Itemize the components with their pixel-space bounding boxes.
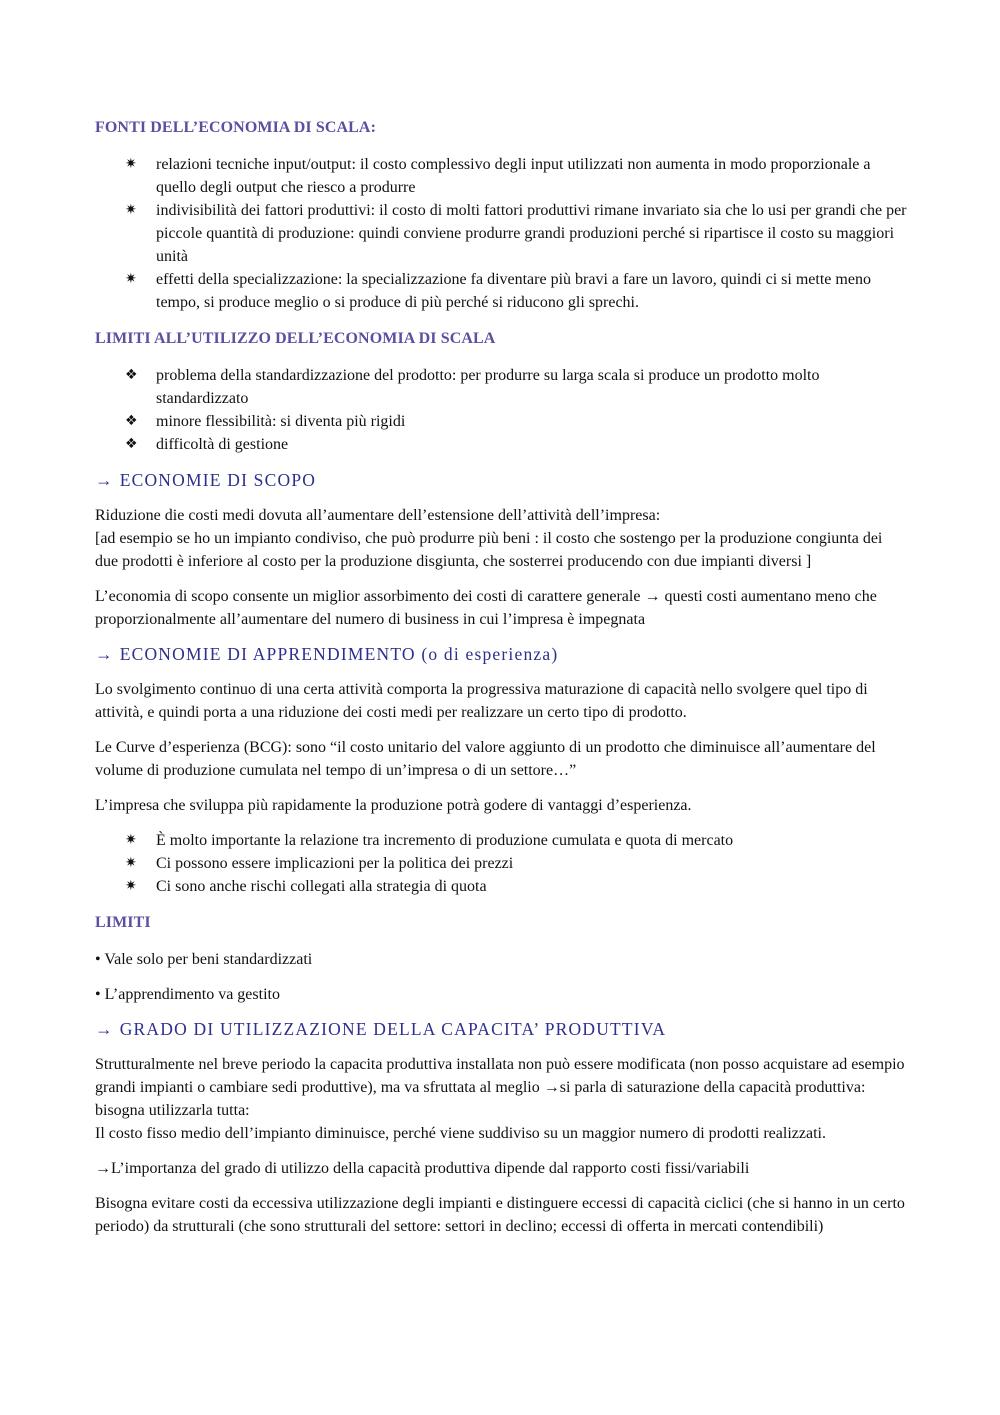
list-item-text: indivisibilità dei fattori produttivi: il costo di molti fattori produttivi rimane invariato sia che lo usi per grandi che per piccole quantità di produzione: quindi conviene produrre grandi produzioni perché si ripartisce il costo su maggiori unità [156,202,907,265]
heading-text: ECONOMIE DI APPRENDIMENTO (o di esperienza) [119,644,559,664]
arrow-right-icon: → [543,1079,560,1096]
paragraph: • L’apprendimento va gestito [95,986,280,1003]
diamond-bullet-icon: ❖ [125,436,138,452]
document-page [95,116,907,1250]
paragraph-text: L’economia di scopo consente un miglior assorbimento dei costi di carattere generale [95,588,641,605]
paragraph: Le Curve d’esperienza (BCG): sono “il costo unitario del valore aggiunto di un prodotto che diminuisce all’aumentare del volume di produzione cumulata nel tempo di un’impresa o di un settore…” [95,739,876,779]
list-item [95,199,907,268]
list-item [95,875,907,898]
star-bullet-icon: ✷ [125,878,137,894]
star-bullet-icon: ✷ [125,156,137,172]
star-bullet-icon: ✷ [125,855,137,871]
list-item [95,433,907,456]
paragraph-line: [ad esempio se ho un impianto condiviso, che può produrre più beni : il costo che sostengo per la produzione congiunta dei due prodotti è inferiore al costo per la produzione disgiunta, che sosterrei producendo con due impianti diversi ] [95,530,883,570]
heading-text: ECONOMIE DI SCOPO [119,470,317,490]
arrow-right-icon: → [95,1019,114,1039]
list-item-text: relazioni tecniche input/output: il costo complessivo degli input utilizzati non aumenta in modo proporzionale a quello degli output che riesco a produrre [156,156,871,196]
list-item [95,829,907,852]
arrow-right-icon: → [95,470,114,490]
heading-grado-utilizzazione [95,1018,907,1041]
list-item-text: problema della standardizzazione del prodotto: per produrre su larga scala si produce un prodotto molto standardizzato [156,367,820,407]
list-item-text: difficoltà di gestione [156,436,289,453]
list-item-text: minore flessibilità: si diventa più rigidi [156,413,406,430]
paragraph-text: Strutturalmente nel breve periodo la capacita produttiva installata non può essere modificata (non posso acquistare ad esempio grandi impianti o cambiare sedi produttive), ma va sfruttata al meglio [95,1056,905,1096]
star-bullet-icon: ✷ [125,202,137,218]
diamond-bullet-icon: ❖ [125,367,138,383]
arrow-right-icon: → [644,588,661,605]
list-item [95,364,907,410]
star-bullet-icon: ✷ [125,271,137,287]
list-item-text: Ci sono anche rischi collegati alla strategia di quota [156,878,487,895]
list-item [95,153,907,199]
heading-economie-scopo [95,469,907,492]
paragraph: Lo svolgimento continuo di una certa attività comporta la progressiva maturazione di capacità nello svolgere quel tipo di attività, e quindi porta a una riduzione dei costi medi per realizzare un certo tipo di prodotto. [95,681,868,721]
list-fonti [95,153,907,314]
diamond-bullet-icon: ❖ [125,413,138,429]
paragraph [95,1053,907,1145]
paragraph: • Vale solo per beni standardizzati [95,951,313,968]
list-apprendimento [95,829,907,898]
paragraph-text: si parla di saturazione della capacità produttiva: bisogna utilizzarla tutta: [95,1079,866,1119]
paragraph: Bisogna evitare costi da eccessiva utilizzazione degli impianti e distinguere eccessi di capacità ciclici (che si hanno in un certo periodo) da strutturali (che sono strutturali del settore: settori in declino; eccessi di offerta in mercati contendibili) [95,1195,905,1235]
heading-limiti-utilizzo: LIMITI ALL’UTILIZZO DELL’ECONOMIA DI SCALA [95,330,496,347]
arrow-right-icon: → [95,1160,111,1177]
list-item-text: effetti della specializzazione: la specializzazione fa diventare più bravi a fare un lavoro, quindi ci si mette meno tempo, si produce meglio o si produce di più perché si riducono gli sprechi. [156,271,871,311]
paragraph-line: Riduzione die costi medi dovuta all’aumentare dell’estensione dell’attività dell’impresa: [95,507,661,524]
paragraph [95,1157,907,1180]
arrow-right-icon: → [95,644,114,664]
paragraph-text: questi costi aumentano meno che proporzionalmente all’aumentare del numero di business in cui l’impresa è impegnata [95,588,877,628]
list-item [95,268,907,314]
heading-fonti-economia-scala: FONTI DELL’ECONOMIA DI SCALA: [95,119,377,136]
paragraph [95,585,907,631]
list-item [95,852,907,875]
paragraph: L’impresa che sviluppa più rapidamente la produzione potrà godere di vantaggi d’esperienza. [95,797,692,814]
list-limiti-utilizzo [95,364,907,456]
paragraph [95,504,907,573]
paragraph-line: Il costo fisso medio dell’impianto diminuisce, perché viene suddiviso su un maggior numero di prodotti realizzati. [95,1125,826,1142]
heading-limiti: LIMITI [95,914,151,931]
heading-text: GRADO DI UTILIZZAZIONE DELLA CAPACITA’ PRODUTTIVA [119,1019,667,1039]
heading-economie-apprendimento [95,643,907,666]
star-bullet-icon: ✷ [125,832,137,848]
list-item-text: È molto importante la relazione tra incremento di produzione cumulata e quota di mercato [156,832,734,849]
list-item [95,410,907,433]
paragraph-text: L’importanza del grado di utilizzo della capacità produttiva dipende dal rapporto costi fissi/variabili [111,1160,750,1177]
list-item-text: Ci possono essere implicazioni per la politica dei prezzi [156,855,514,872]
